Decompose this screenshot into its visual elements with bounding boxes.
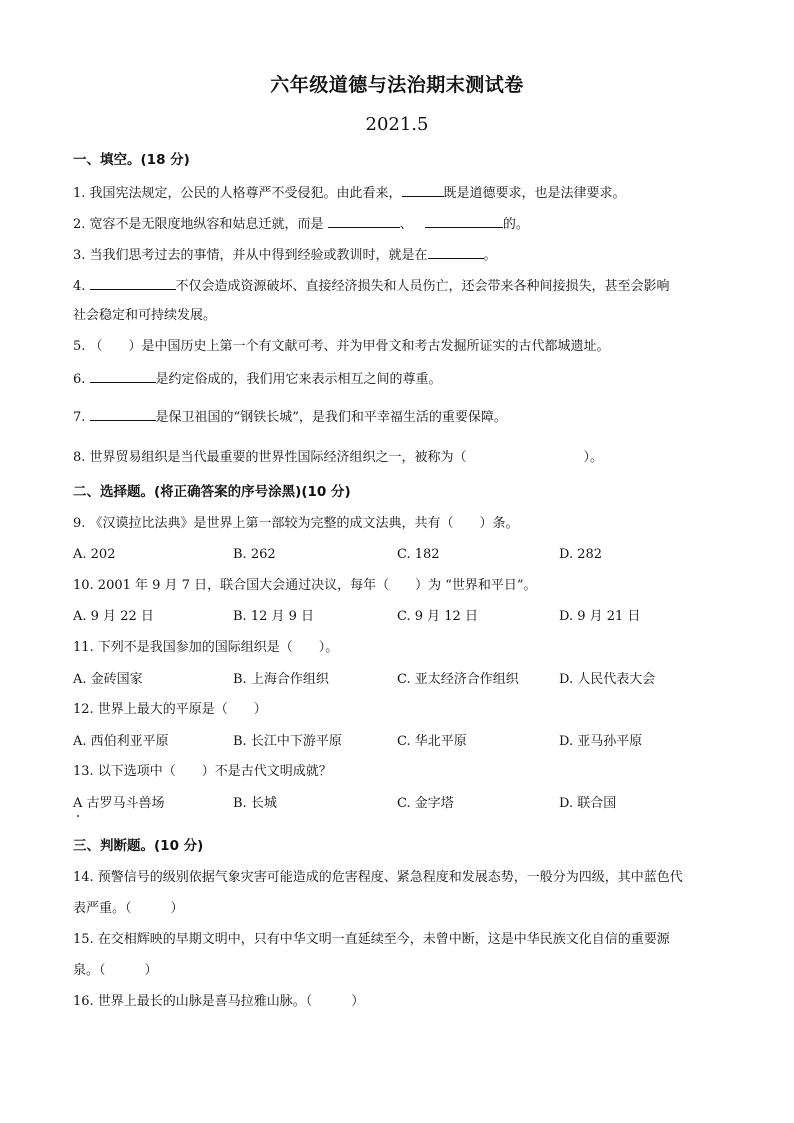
- question-2: [73, 213, 529, 235]
- question-1-text-a: 1. 我国宪法规定，公民的人格尊严不受侵犯。由此看来，: [73, 186, 402, 201]
- option-a: A. 202: [73, 547, 116, 562]
- answer-blank: [90, 406, 156, 421]
- question-4-continued: 社会稳定和可持续发展。: [73, 308, 217, 323]
- question-3-text-a: 3. 当我们思考过去的事情，并从中得到经验或教训时，就是在: [73, 248, 428, 263]
- answer-blank: [428, 244, 484, 259]
- answer-blank: [90, 275, 176, 290]
- option-b: B. 长城: [233, 796, 277, 811]
- question-2-text-a: 2. 宽容不是无限度地纵容和姑息迁就，而是: [73, 217, 324, 232]
- question-12: 12. 世界上最大的平原是（ ）: [73, 702, 267, 717]
- question-13: 13. 以下选项中（ ）不是古代文明成就？: [73, 764, 332, 779]
- option-d: D. 联合国: [559, 796, 617, 811]
- question-14-continued: 表严重。（ ）: [73, 901, 184, 916]
- question-1: [73, 182, 626, 204]
- question-15-continued: 泉。（ ）: [73, 963, 158, 978]
- section-choice-heading: 二、选择题。(将正确答案的序号涂黑)(10 分): [73, 484, 351, 500]
- question-11: 11. 下列不是我国参加的国际组织是（ ）。: [73, 640, 339, 655]
- answer-blank: [90, 368, 156, 383]
- question-4-text-b: 不仅会造成资源破坏、直接经济损失和人员伤亡，还会带来各种间接损失，甚至会影响: [175, 279, 670, 294]
- section-fill-heading: 一、填空。(18 分): [73, 152, 190, 168]
- option-a: A. 9 月 22 日: [73, 609, 154, 624]
- question-6-text-a: 6.: [73, 372, 86, 387]
- question-4-text-a: 4.: [73, 279, 86, 294]
- answer-blank: [328, 213, 400, 228]
- option-c: C. 9 月 12 日: [397, 609, 478, 624]
- question-10: 10. 2001 年 9 月 7 日，联合国大会通过决议，每年（ ）为 “世界和平日”。: [73, 578, 537, 593]
- option-a: A. 西伯利亚平原: [73, 734, 169, 749]
- question-6-text-b: 是约定俗成的，我们用它来表示相互之间的尊重。: [155, 372, 442, 387]
- option-c: C. 182: [397, 547, 440, 562]
- exam-date: 2021.5: [365, 114, 429, 135]
- question-5: 5. （ ）是中国历史上第一个有文献可考、并为甲骨文和考古发掘所证实的古代都城遗址。: [73, 339, 610, 354]
- section-judge-heading: 三、判断题。(10 分): [73, 838, 204, 854]
- option-d: D. 282: [559, 547, 603, 562]
- question-8: 8. 世界贸易组织是当代最重要的世界性国际经济组织之一，被称为（ ）。: [73, 450, 604, 465]
- exam-title: 六年级道德与法治期末测试卷: [270, 74, 524, 96]
- stray-dot: [77, 815, 79, 817]
- question-15: 15. 在交相辉映的早期文明中，只有中华文明一直延续至今，未曾中断，这是中华民族文化自信的重要源: [73, 932, 670, 947]
- question-2-text-c: 的。: [502, 217, 529, 232]
- question-4: [73, 275, 670, 297]
- question-7: [73, 406, 507, 428]
- option-d: D. 人民代表大会: [559, 672, 656, 687]
- option-b: B. 262: [233, 547, 276, 562]
- question-9: 9. 《汉谟拉比法典》是世界上第一部较为完整的成文法典，共有（ ）条。: [73, 516, 519, 531]
- question-7-text-a: 7.: [73, 410, 86, 425]
- question-3: [73, 244, 497, 266]
- option-b: B. 长江中下游平原: [233, 734, 342, 749]
- question-7-text-b: 是保卫祖国的“钢铁长城”，是我们和平幸福生活的重要保障。: [155, 410, 507, 425]
- option-d: D. 亚马孙平原: [559, 734, 643, 749]
- option-d: D. 9 月 21 日: [559, 609, 641, 624]
- option-c: C. 金字塔: [397, 796, 454, 811]
- question-1-text-b: 既是道德要求，也是法律要求。: [443, 186, 626, 201]
- option-a: A. 金砖国家: [73, 672, 143, 687]
- question-2-text-b: 、: [399, 217, 413, 232]
- option-a: A 古罗马斗兽场: [73, 796, 165, 811]
- option-c: C. 华北平原: [397, 734, 467, 749]
- answer-blank: [425, 213, 503, 228]
- question-14: 14. 预警信号的级别依据气象灾害可能造成的危害程度、紧急程度和发展态势，一般分为四级，其中蓝色代: [73, 870, 683, 885]
- question-3-text-b: 。: [483, 248, 497, 263]
- option-b: B. 上海合作组织: [233, 672, 329, 687]
- option-b: B. 12 月 9 日: [233, 609, 315, 624]
- question-16: 16. 世界上最长的山脉是喜马拉雅山脉。（ ）: [73, 994, 365, 1009]
- answer-blank: [402, 182, 444, 197]
- option-c: C. 亚太经济合作组织: [397, 672, 519, 687]
- question-6: [73, 368, 442, 390]
